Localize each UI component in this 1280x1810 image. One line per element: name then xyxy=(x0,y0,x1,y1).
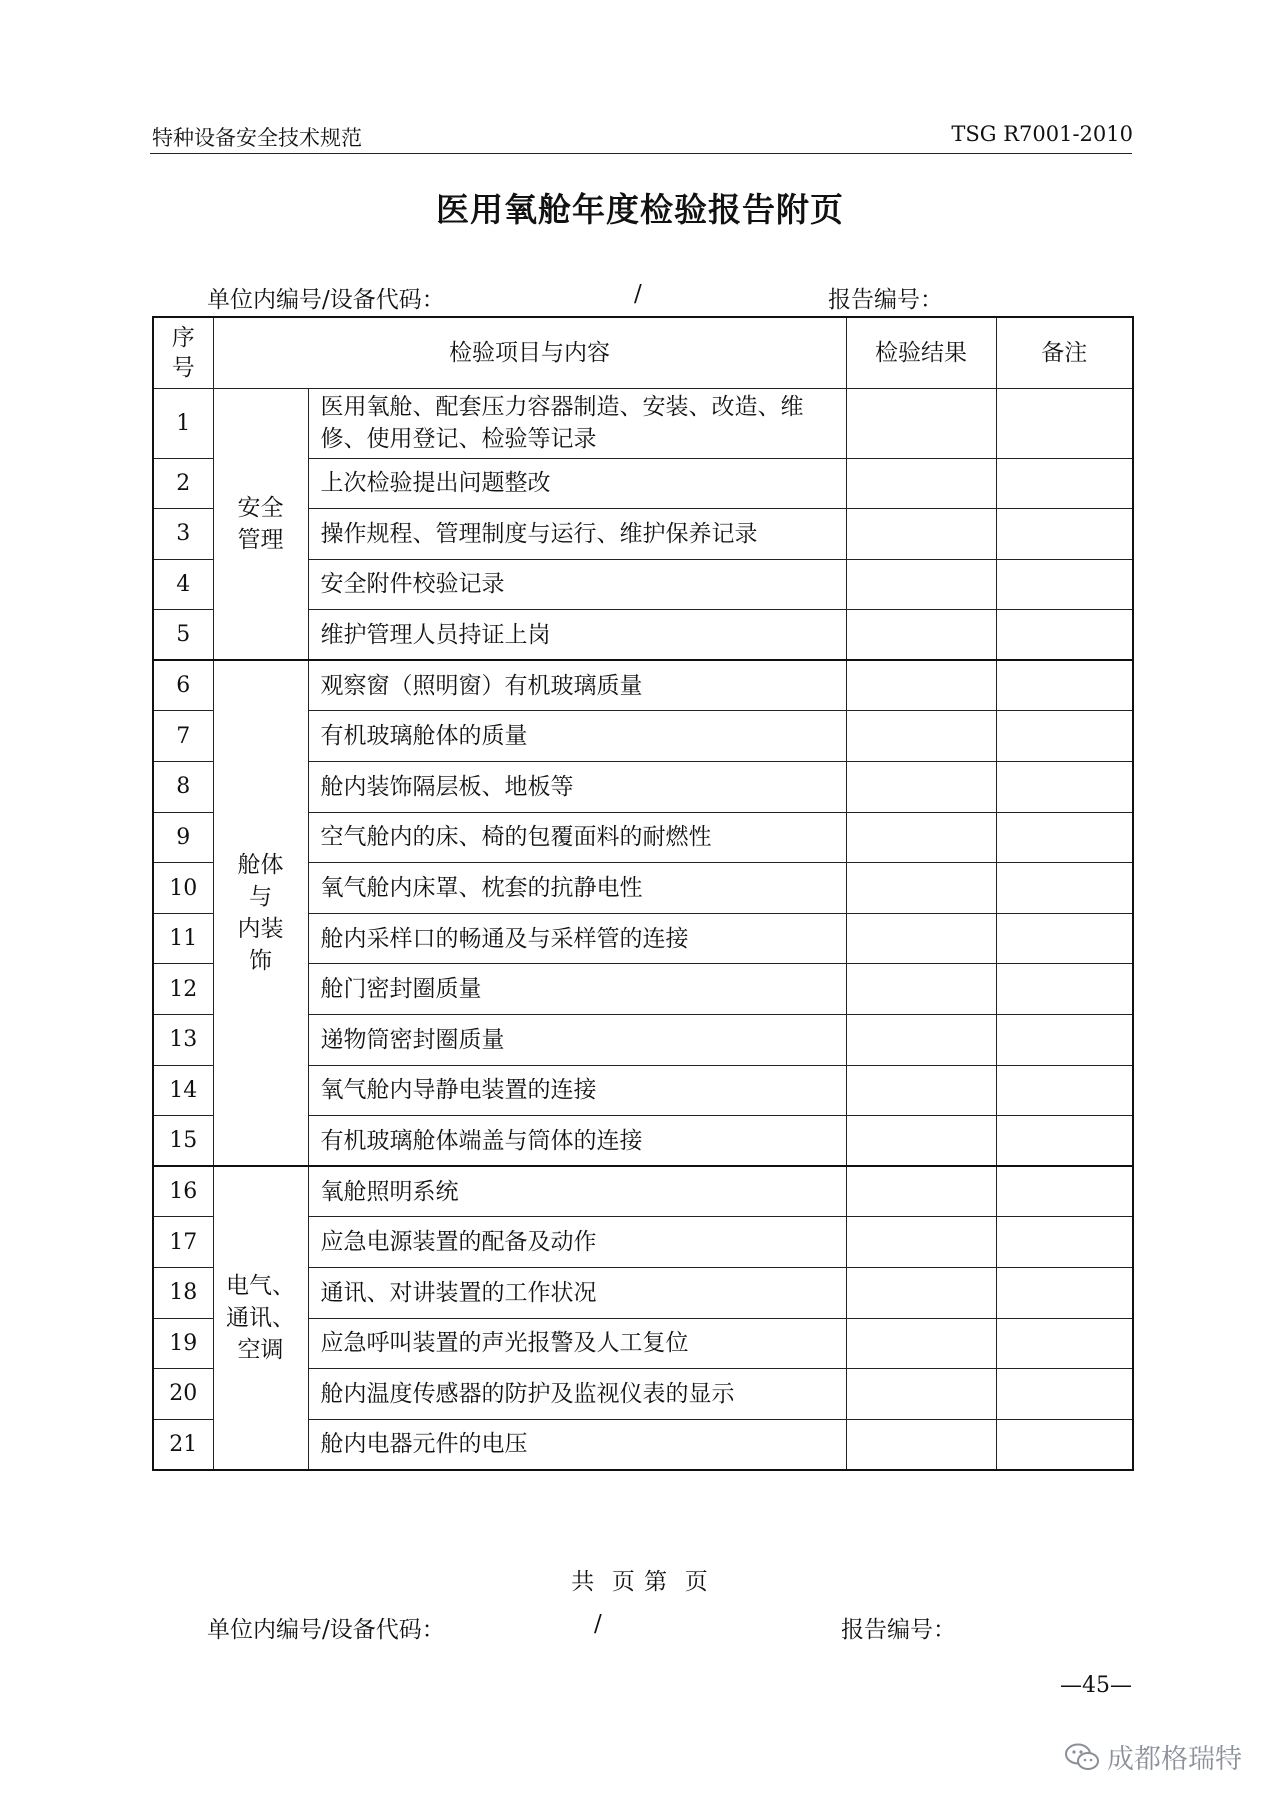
table-header-row xyxy=(153,317,1133,388)
row-result-cell[interactable] xyxy=(846,458,996,509)
unit-code-label: 单位内编号/设备代码： xyxy=(207,287,445,313)
report-number-label: 报告编号： xyxy=(828,287,943,313)
row-note-cell[interactable] xyxy=(996,1015,1133,1066)
row-result-cell[interactable] xyxy=(846,388,996,458)
row-item: 观察窗（照明窗）有机玻璃质量 xyxy=(308,660,846,711)
row-note-cell[interactable] xyxy=(996,863,1133,914)
footer-unit-code-slash: / xyxy=(594,1611,602,1637)
spec-code: TSG R7001-2010 xyxy=(951,122,1133,146)
header-note: 备注 xyxy=(996,317,1133,388)
row-item: 上次检验提出问题整改 xyxy=(308,458,846,509)
row-note-cell[interactable] xyxy=(996,762,1133,813)
header-seq-label: 序 号 xyxy=(171,324,195,381)
page-number: —45— xyxy=(1060,1673,1132,1698)
row-note-cell[interactable] xyxy=(996,660,1133,711)
document-title: 医用氧舱年度检验报告附页 xyxy=(436,190,844,229)
row-note-cell[interactable] xyxy=(996,559,1133,610)
row-seq: 16 xyxy=(153,1166,213,1217)
header-item: 检验项目与内容 xyxy=(213,317,846,388)
row-seq: 5 xyxy=(153,610,213,661)
row-item: 舱内温度传感器的防护及监视仪表的显示 xyxy=(308,1369,846,1420)
row-seq: 1 xyxy=(153,388,213,458)
row-note-cell[interactable] xyxy=(996,1268,1133,1319)
row-result-cell[interactable] xyxy=(846,711,996,762)
row-note-cell[interactable] xyxy=(996,913,1133,964)
row-item: 氧舱照明系统 xyxy=(308,1166,846,1217)
group-label: 安全 管理 xyxy=(213,388,308,660)
row-seq: 20 xyxy=(153,1369,213,1420)
row-result-cell[interactable] xyxy=(846,1116,996,1167)
row-item: 舱门密封圈质量 xyxy=(308,964,846,1015)
row-result-cell[interactable] xyxy=(846,660,996,711)
row-item: 操作规程、管理制度与运行、维护保养记录 xyxy=(308,509,846,560)
row-result-cell[interactable] xyxy=(846,1166,996,1217)
row-item: 应急呼叫装置的声光报警及人工复位 xyxy=(308,1318,846,1369)
row-result-cell[interactable] xyxy=(846,1268,996,1319)
row-note-cell[interactable] xyxy=(996,964,1133,1015)
row-seq: 12 xyxy=(153,964,213,1015)
row-item: 舱内电器元件的电压 xyxy=(308,1419,846,1470)
row-note-cell[interactable] xyxy=(996,711,1133,762)
row-note-cell[interactable] xyxy=(996,1217,1133,1268)
row-result-cell[interactable] xyxy=(846,762,996,813)
row-seq: 21 xyxy=(153,1419,213,1470)
group-label: 电气、 通讯、 空调 xyxy=(213,1166,308,1470)
watermark-text: 成都格瑞特 xyxy=(1107,1744,1242,1775)
row-item: 安全附件校验记录 xyxy=(308,559,846,610)
row-item: 有机玻璃舱体的质量 xyxy=(308,711,846,762)
row-seq: 4 xyxy=(153,559,213,610)
unit-code-slash: / xyxy=(634,281,642,307)
row-item: 医用氧舱、配套压力容器制造、安装、改造、维修、使用登记、检验等记录 xyxy=(308,388,846,458)
row-note-cell[interactable] xyxy=(996,458,1133,509)
header-rule xyxy=(150,153,1132,154)
row-seq: 19 xyxy=(153,1318,213,1369)
page-count-line: 共 页 第 页 xyxy=(571,1569,709,1595)
wechat-icon xyxy=(1065,1743,1099,1771)
row-note-cell[interactable] xyxy=(996,812,1133,863)
row-item: 应急电源装置的配备及动作 xyxy=(308,1217,846,1268)
row-seq: 18 xyxy=(153,1268,213,1319)
row-item: 通讯、对讲装置的工作状况 xyxy=(308,1268,846,1319)
row-item: 氧气舱内床罩、枕套的抗静电性 xyxy=(308,863,846,914)
row-result-cell[interactable] xyxy=(846,863,996,914)
row-seq: 7 xyxy=(153,711,213,762)
row-note-cell[interactable] xyxy=(996,388,1133,458)
row-item: 舱内采样口的畅通及与采样管的连接 xyxy=(308,913,846,964)
row-seq: 17 xyxy=(153,1217,213,1268)
row-seq: 15 xyxy=(153,1116,213,1167)
row-item: 空气舱内的床、椅的包覆面料的耐燃性 xyxy=(308,812,846,863)
header-result: 检验结果 xyxy=(846,317,996,388)
row-seq: 10 xyxy=(153,863,213,914)
row-note-cell[interactable] xyxy=(996,1369,1133,1420)
row-result-cell[interactable] xyxy=(846,1217,996,1268)
row-result-cell[interactable] xyxy=(846,913,996,964)
row-seq: 8 xyxy=(153,762,213,813)
table-row xyxy=(153,660,1133,711)
row-result-cell[interactable] xyxy=(846,1318,996,1369)
row-item: 舱内装饰隔层板、地板等 xyxy=(308,762,846,813)
row-seq: 3 xyxy=(153,509,213,560)
row-seq: 6 xyxy=(153,660,213,711)
row-note-cell[interactable] xyxy=(996,1166,1133,1217)
row-result-cell[interactable] xyxy=(846,1419,996,1470)
row-result-cell[interactable] xyxy=(846,812,996,863)
row-result-cell[interactable] xyxy=(846,559,996,610)
watermark xyxy=(1065,1737,1242,1776)
row-item: 递物筒密封圈质量 xyxy=(308,1015,846,1066)
row-item: 氧气舱内导静电装置的连接 xyxy=(308,1065,846,1116)
row-result-cell[interactable] xyxy=(846,964,996,1015)
row-note-cell[interactable] xyxy=(996,1116,1133,1167)
footer-unit-code-label: 单位内编号/设备代码： xyxy=(207,1617,445,1643)
row-result-cell[interactable] xyxy=(846,1065,996,1116)
row-seq: 14 xyxy=(153,1065,213,1116)
row-seq: 11 xyxy=(153,913,213,964)
row-seq: 2 xyxy=(153,458,213,509)
spec-series-title: 特种设备安全技术规范 xyxy=(152,126,362,150)
table-row xyxy=(153,1166,1133,1217)
row-seq: 13 xyxy=(153,1015,213,1066)
row-note-cell[interactable] xyxy=(996,1419,1133,1470)
row-item: 有机玻璃舱体端盖与筒体的连接 xyxy=(308,1116,846,1167)
table-row xyxy=(153,388,1133,458)
row-item: 维护管理人员持证上岗 xyxy=(308,610,846,661)
footer-report-number-label: 报告编号： xyxy=(841,1617,956,1643)
row-note-cell[interactable] xyxy=(996,509,1133,560)
inspection-table xyxy=(152,316,1134,1471)
row-result-cell[interactable] xyxy=(846,1015,996,1066)
row-result-cell[interactable] xyxy=(846,509,996,560)
row-result-cell[interactable] xyxy=(846,1369,996,1420)
row-seq: 9 xyxy=(153,812,213,863)
header-seq xyxy=(153,317,213,388)
row-result-cell[interactable] xyxy=(846,610,996,661)
row-note-cell[interactable] xyxy=(996,610,1133,661)
row-note-cell[interactable] xyxy=(996,1065,1133,1116)
row-note-cell[interactable] xyxy=(996,1318,1133,1369)
group-label: 舱体 与 内装 饰 xyxy=(213,660,308,1166)
